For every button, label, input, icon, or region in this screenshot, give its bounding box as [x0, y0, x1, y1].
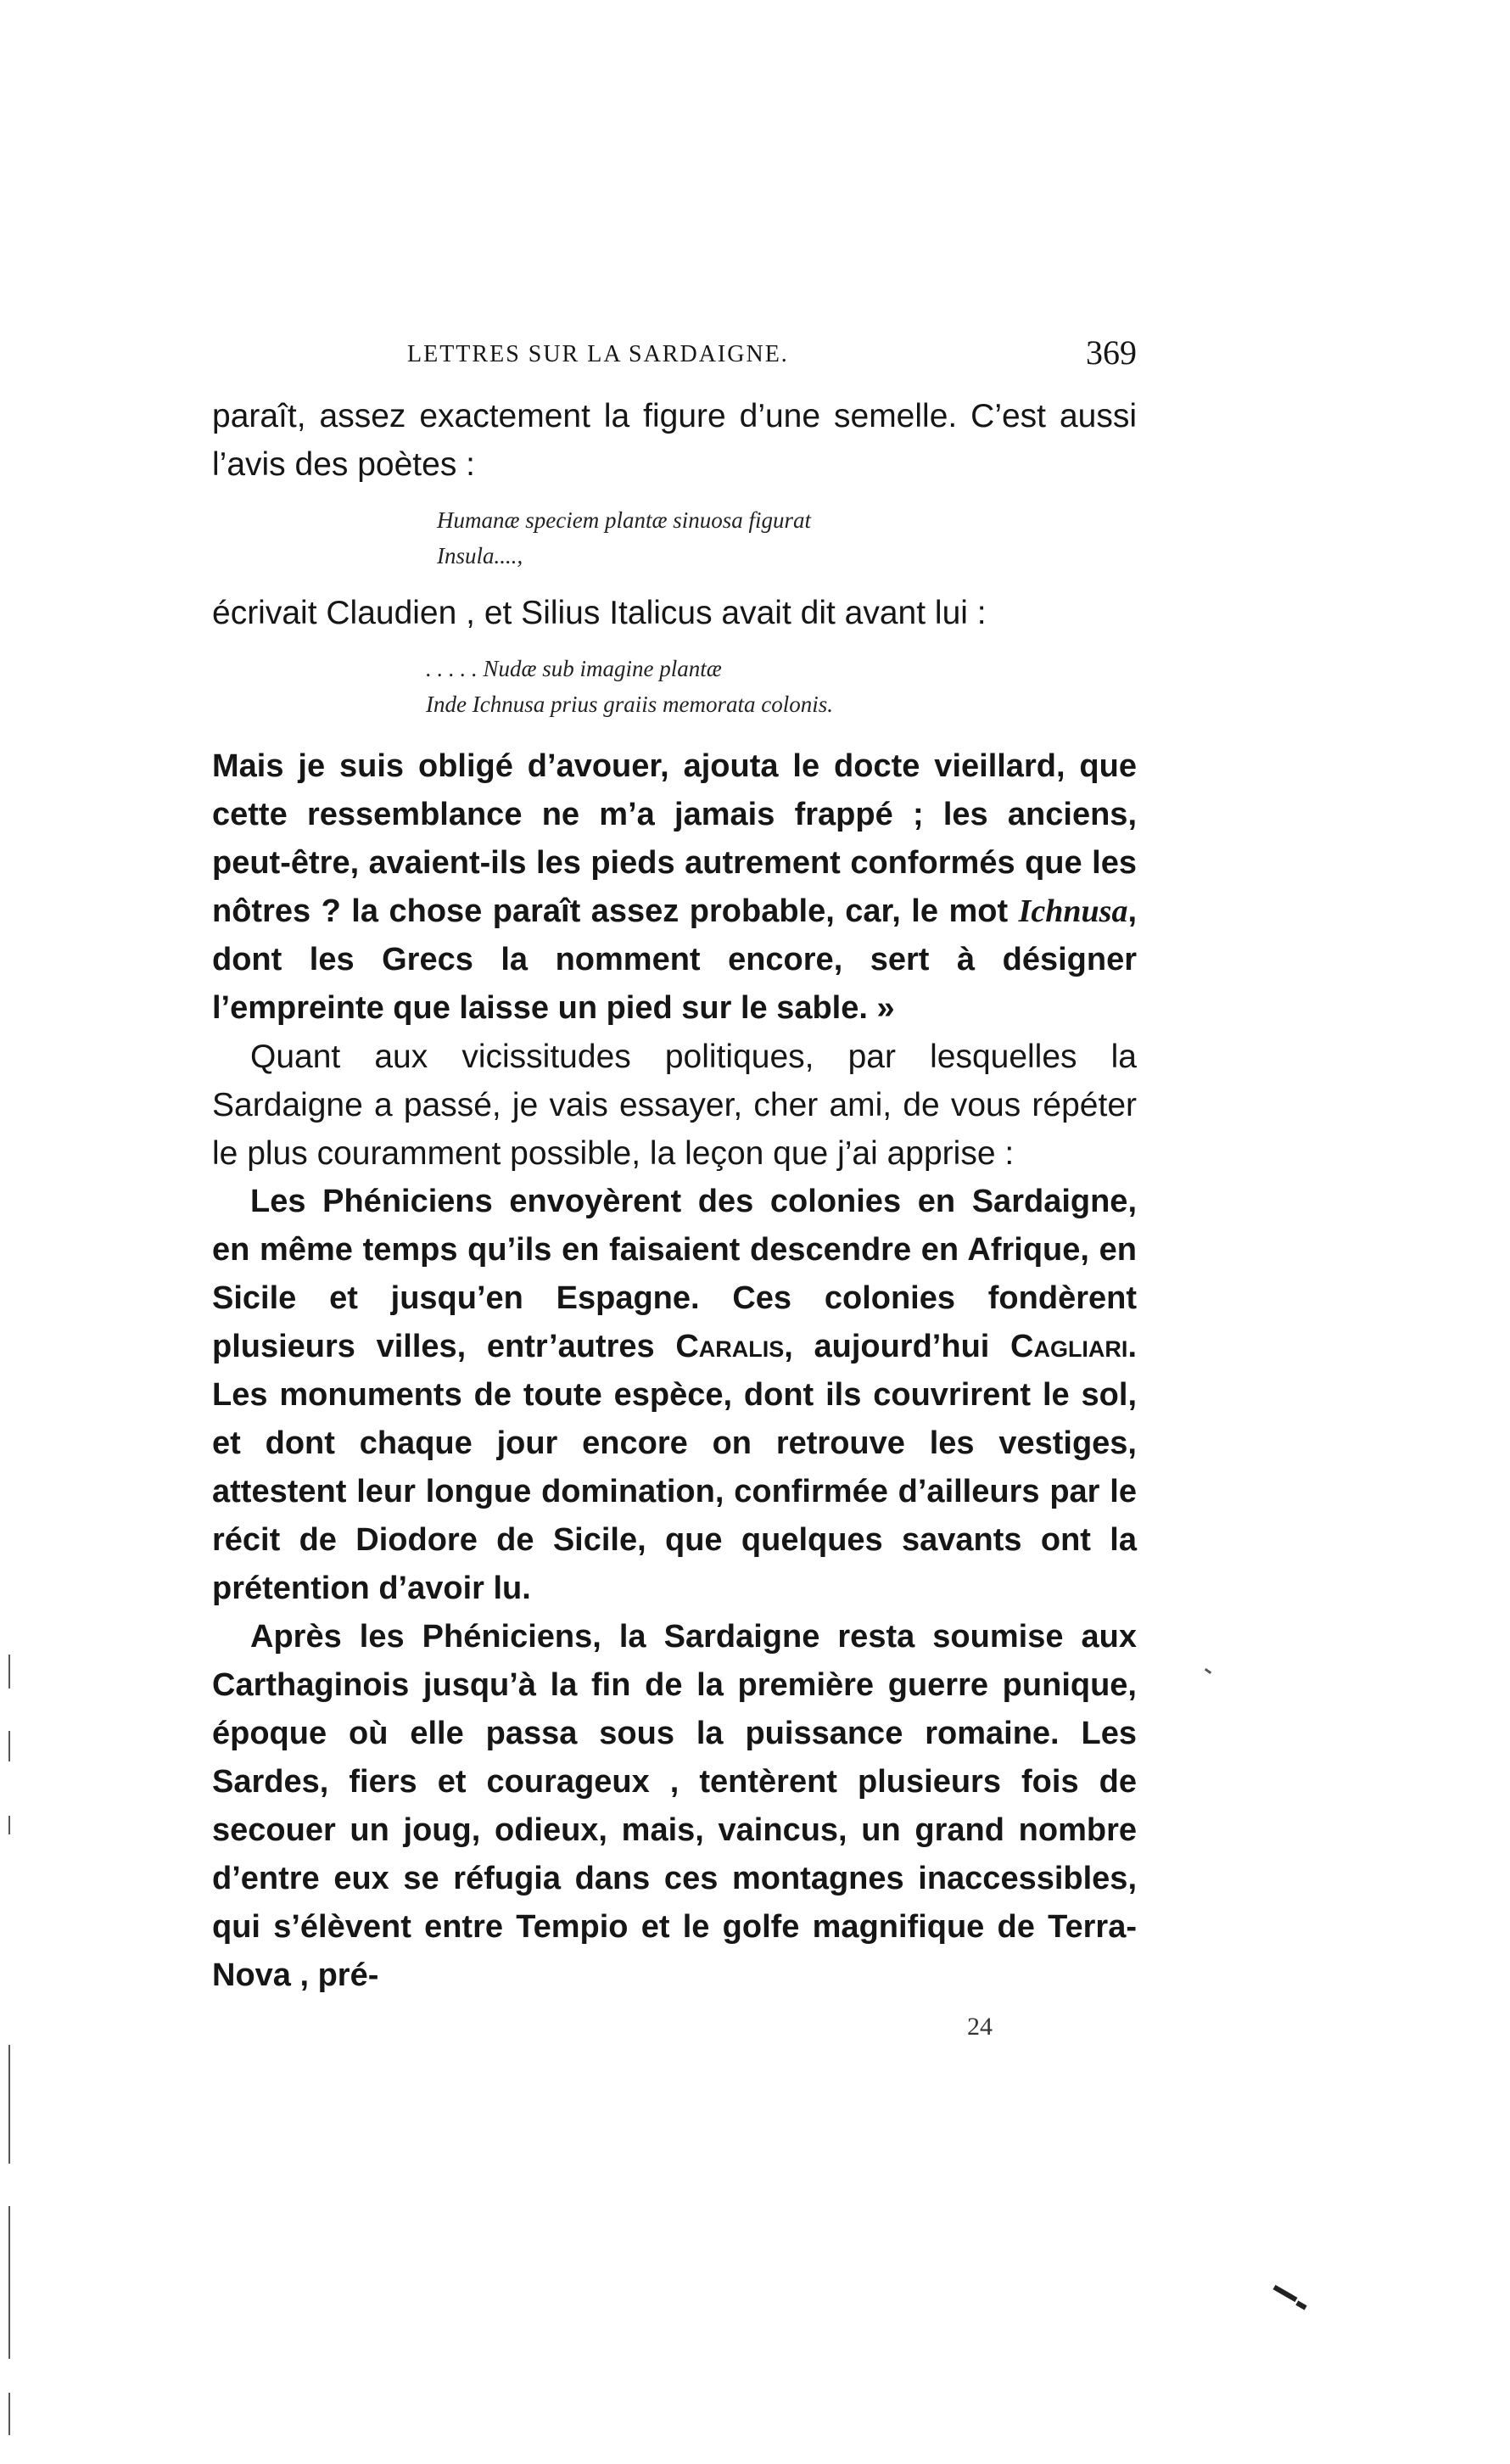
page-number: 369: [1086, 333, 1137, 372]
scan-artifact: [8, 1655, 10, 1688]
quote-line: . . . . . Nudæ sub imagine plantæ: [426, 656, 722, 681]
main-text: [212, 392, 1137, 2000]
scan-artifact: [8, 2393, 10, 2435]
paragraph-4: Quant aux vicissitudes politiques, par lesquelles la Sardaigne a passé, je vais essayer, cher ami, de vous répéter le plus couramment possible, la leçon que j’ai apprise :: [212, 1039, 1137, 1172]
paragraph-2: écrivait Claudien , et Silius Italicus avait dit avant lui :: [212, 595, 987, 631]
small-caps-caralis: Caralis: [675, 1329, 785, 1364]
paragraph-3-text: Mais je suis obligé d’avouer, ajouta le docte vieillard, que cette ressemblance ne m’a jamais frappé ; les anciens, peut-être, avaient-ils les pieds autrement conformés que les nôtres ? la chose paraît assez probable, car, le mot: [212, 748, 1137, 929]
scan-artifact: [1205, 1668, 1211, 1674]
paragraph-3-text-end: , dont les Grecs la nomment encore, sert à désigner l’empreinte que laisse un pied sur le sable. »: [212, 893, 1137, 1026]
scan-artifact: [8, 1816, 10, 1834]
paragraph-5-mid: , aujourd’hui: [784, 1329, 1010, 1364]
running-head: [212, 333, 1137, 384]
latin-quote-claudien: [437, 502, 1137, 574]
paragraph-5-text-end: . Les monuments de toute espèce, dont ils couvrirent le sol, et dont chaque jour encore on retrouve les vestiges, attestent leur longue domination, confirmée d’ailleurs par le récit de Diodore de Sicile, que quelques savants ont la prétention d’avoir lu.: [212, 1329, 1137, 1606]
scan-artifact: [1295, 2300, 1306, 2310]
latin-quote-silius: [426, 651, 1137, 722]
signature-mark: 24: [967, 2013, 993, 2041]
emphasis-ichnusa: Ichnusa: [1018, 893, 1128, 929]
paragraph-5-text: Les Phéniciens envoyèrent des colonies en Sardaigne, en même temps qu’ils en faisaient descendre en Afrique, en Sicile et jusqu’en Espagne. Ces colonies fondèrent plusieurs villes, entr’autres: [212, 1184, 1137, 1364]
quote-line: Humanæ speciem plantæ sinuosa figurat: [437, 507, 812, 533]
running-title: LETTRES SUR LA SARDAIGNE.: [407, 341, 789, 367]
scan-artifact: [8, 1731, 10, 1761]
paragraph-3: [212, 742, 1137, 1033]
paragraph-6: Après les Phéniciens, la Sardaigne resta soumise aux Carthaginois jusqu’à la fin de la première guerre punique, époque où elle passa sous la puissance romaine. Les Sardes, fiers et courageux , tentèrent plusieurs fois de secouer un joug, odieux, mais, vaincus, un grand nombre d’entre eux se réfugia dans ces montagnes inaccessibles, qui s’élèvent entre Tempio et le golfe magnifique de Terra-Nova , pré-: [212, 1619, 1137, 1993]
scan-artifact: [8, 2045, 10, 2164]
paragraph-1: paraît, assez exactement la figure d’une semelle. C’est aussi l’avis des poètes :: [212, 398, 1137, 483]
scan-artifact: [8, 2206, 10, 2359]
paragraph-5: [212, 1178, 1137, 1613]
scan-artifact: [1273, 2285, 1298, 2302]
quote-line: Inde Ichnusa prius graiis memorata colonis.: [426, 692, 833, 717]
quote-line: Insula....,: [437, 543, 523, 568]
small-caps-cagliari: Cagliari: [1010, 1329, 1128, 1364]
